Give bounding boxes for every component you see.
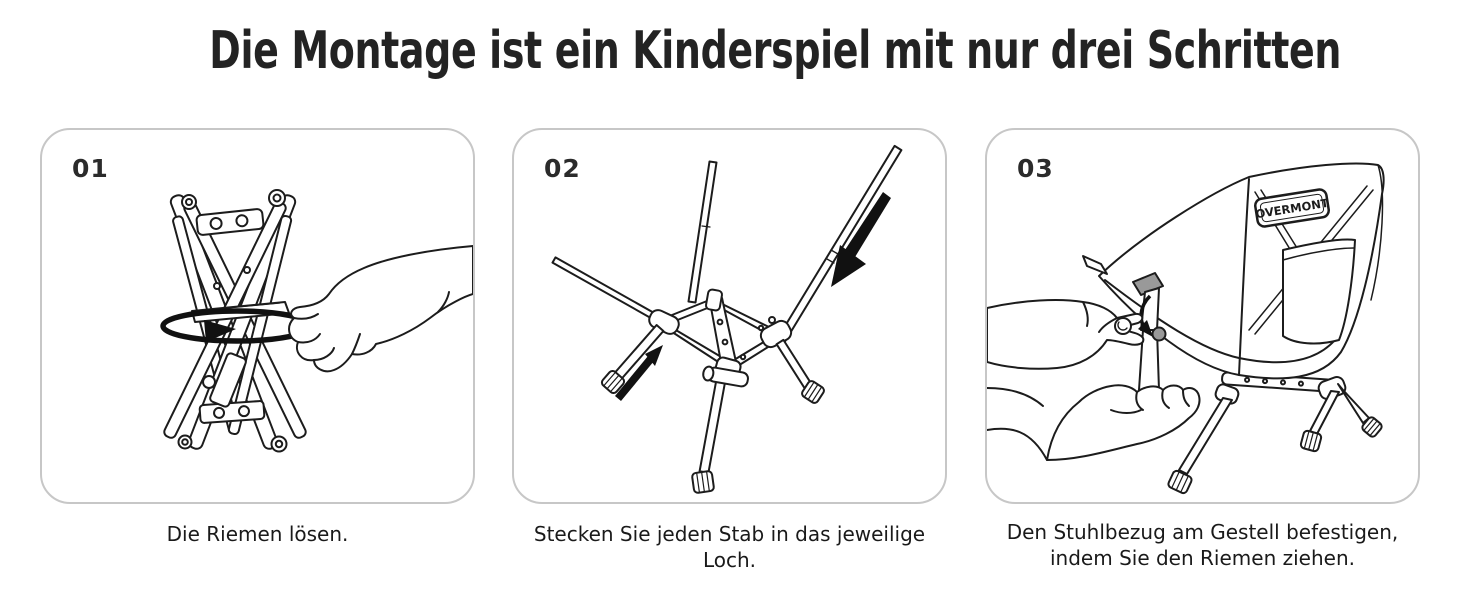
hand-pulling-strap (289, 246, 473, 371)
step-2-illustration (514, 130, 945, 502)
rivet-hole (718, 320, 723, 325)
step-1-illustration (42, 130, 473, 502)
rivet-hole (759, 326, 763, 330)
step-1-panel (40, 128, 475, 504)
step-1-caption (40, 521, 475, 547)
right-leg (777, 340, 812, 388)
rivet-hole (769, 317, 775, 323)
cross-cylinder (702, 366, 749, 388)
lower-hand-fist (987, 385, 1200, 460)
page-title-text: Die Montage ist ein Kinderspiel mit nur drei Schritten (209, 21, 1342, 81)
front-foot-cap (1167, 470, 1193, 495)
step-1-number: 01 (72, 154, 109, 183)
step-2-panel (512, 128, 947, 504)
rivet-hole (203, 376, 215, 388)
step-3-caption-line-1: Den Stuhlbezug am Gestell befestigen, (1006, 520, 1399, 544)
armrest-tube-end (1083, 256, 1107, 274)
step-2-caption-line: Stecken Sie jeden Stab in das jeweilige Loch. (533, 522, 926, 572)
rear-foot-cap (1300, 430, 1322, 452)
side-pole (553, 257, 666, 324)
rear-right-leg (1338, 384, 1369, 423)
tube-end-hole (186, 199, 192, 205)
back-pole-slanted (777, 146, 902, 344)
step-2-number: 02 (544, 154, 581, 183)
rivet-hole (244, 267, 250, 273)
upper-hand (987, 300, 1143, 369)
rivet-hole (741, 355, 745, 359)
top-hinge-plate (196, 209, 264, 236)
bottom-hinge-plate (199, 401, 264, 423)
step-3-panel (985, 128, 1420, 504)
step-3-caption (985, 519, 1420, 571)
step-3-illustration (987, 130, 1418, 502)
overmont-logo-text: OVERMONT (1254, 195, 1330, 222)
tube-end-hole (276, 441, 282, 447)
top-socket (705, 289, 722, 311)
strap-buckle-dot (1153, 328, 1166, 341)
rivet-hole (723, 340, 728, 345)
tube-end-hole (182, 439, 188, 445)
tube-end-hole (274, 195, 281, 202)
rivet-hole (214, 283, 220, 289)
step-3-number: 03 (1017, 154, 1054, 183)
page-title (0, 21, 1464, 81)
bottom-foot-cap (692, 471, 715, 494)
bottom-leg (700, 373, 727, 473)
step-3-caption-line-2: indem Sie den Riemen ziehen. (1050, 546, 1355, 570)
step-2-caption (512, 521, 947, 573)
back-pole-vertical (689, 162, 717, 303)
step-1-caption-line: Die Riemen lösen. (166, 522, 349, 546)
